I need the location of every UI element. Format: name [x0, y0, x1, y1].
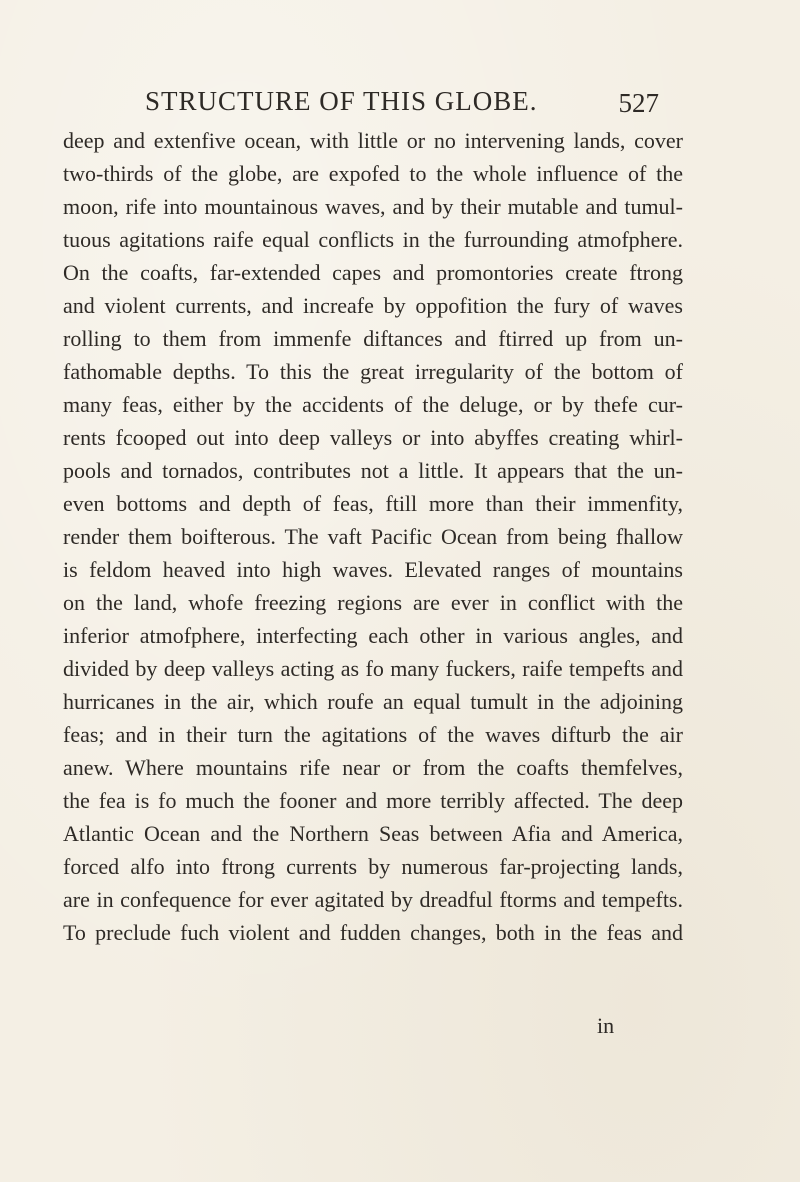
text-line: rolling to them from immenfe diftances and ftirred up from un- — [63, 326, 683, 351]
text-line: even bottoms and depth of feas, ftill more than their immenfity, — [63, 491, 683, 516]
text-line: inferior atmofphere, interfecting each other in various angles, and — [63, 623, 683, 648]
text-line: Atlantic Ocean and the Northern Seas between Afia and America, — [63, 821, 683, 846]
page-number: 527 — [618, 88, 659, 118]
text-line: deep and extenfive ocean, with little or no intervening lands, cover — [63, 128, 683, 153]
text-line: render them boifterous. The vaft Pacific Ocean from being fhallow — [63, 524, 683, 549]
text-line: divided by deep valleys acting as fo many fuckers, raife tempefts and — [63, 656, 683, 681]
text-line: and violent currents, and increafe by oppofition the fury of waves — [63, 293, 683, 318]
text-line: On the coafts, far-extended capes and promontories create ftrong — [63, 260, 683, 285]
text-line: are in confequence for ever agitated by dreadful ftorms and tempefts. — [63, 887, 683, 912]
text-line: many feas, either by the accidents of the deluge, or by thefe cur- — [63, 392, 683, 417]
text-line: the fea is fo much the fooner and more terribly affected. The deep — [63, 788, 683, 813]
text-line: anew. Where mountains rife near or from the coafts themfelves, — [63, 755, 683, 780]
body-text — [63, 124, 683, 949]
text-line: two-thirds of the globe, are expofed to the whole influence of the — [63, 161, 683, 186]
running-title: STRUCTURE OF THIS GLOBE. — [145, 86, 538, 116]
running-head — [145, 86, 659, 120]
text-line: moon, rife into mountainous waves, and by their mutable and tumul- — [63, 194, 683, 219]
text-line: on the land, whofe freezing regions are ever in conflict with the — [63, 590, 683, 615]
text-line: pools and tornados, contributes not a little. It appears that the un- — [63, 458, 683, 483]
text-line: tuous agitations raife equal conflicts in the furrounding atmofphere. — [63, 227, 683, 252]
text-line: hurricanes in the air, which roufe an equal tumult in the adjoining — [63, 689, 683, 714]
text-line: is feldom heaved into high waves. Elevated ranges of mountains — [63, 557, 683, 582]
text-line: feas; and in their turn the agitations of the waves difturb the air — [63, 722, 683, 747]
text-line: forced alfo into ftrong currents by numerous far-projecting lands, — [63, 854, 683, 879]
text-line: To preclude fuch violent and fudden changes, both in the feas and — [63, 920, 683, 945]
text-line: rents fcooped out into deep valleys or into abyffes creating whirl- — [63, 425, 683, 450]
text-line: fathomable depths. To this the great irregularity of the bottom of — [63, 359, 683, 384]
catchword: in — [597, 1013, 615, 1038]
